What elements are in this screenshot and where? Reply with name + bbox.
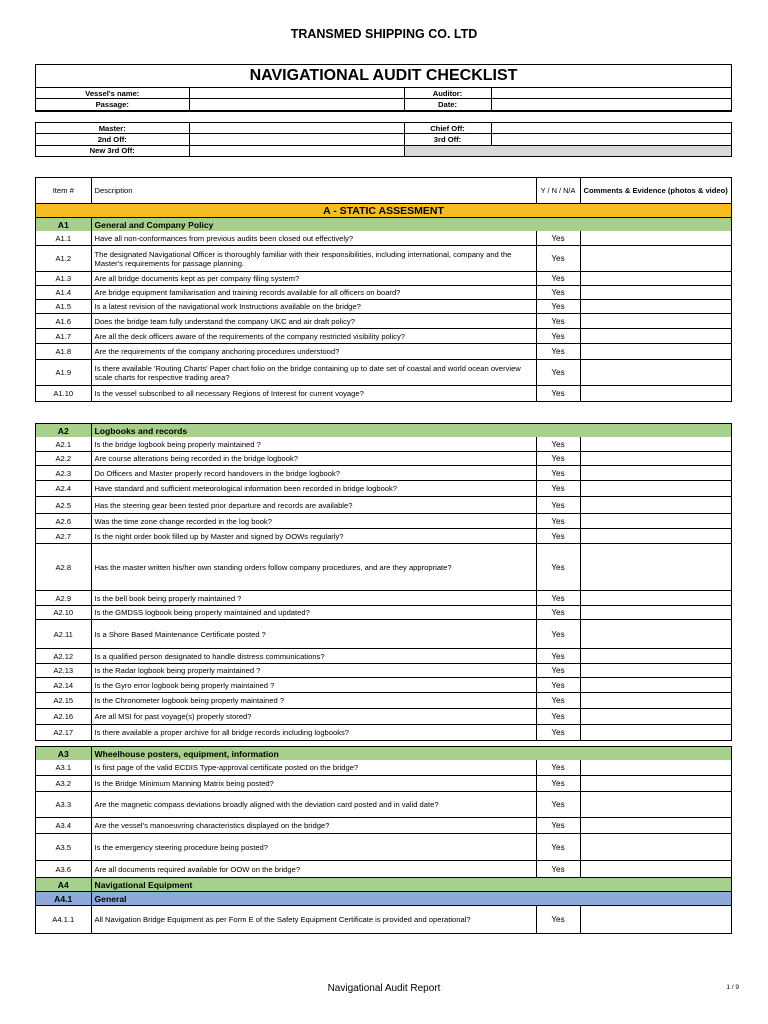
comments-cell[interactable] [580, 664, 731, 678]
section-title: Navigational Equipment [91, 878, 731, 892]
subsection-title: General [91, 892, 731, 906]
comments-cell[interactable] [580, 606, 731, 620]
comments-cell[interactable] [580, 231, 731, 246]
footer-title: Navigational Audit Report [327, 983, 441, 994]
item-number: A2.8 [36, 544, 91, 591]
section-row [36, 218, 731, 232]
table-row [36, 792, 731, 818]
yes-no-value[interactable]: Yes [536, 481, 580, 497]
item-description: Is first page of the valid ECDIS Type-approval certificate posted on the bridge? [91, 760, 536, 776]
item-description: All Navigation Bridge Equipment as per Form E of the Safety Equipment Certificate is provided and operational? [91, 906, 536, 934]
comments-cell[interactable] [580, 818, 731, 834]
comments-cell[interactable] [580, 709, 731, 725]
section-title: Wheelhouse posters, equipment, information [91, 747, 731, 760]
section-id: A3 [36, 747, 91, 760]
comments-cell[interactable] [580, 466, 731, 481]
header-item: Item # [36, 178, 91, 204]
item-description: Is the bridge logbook being properly maintained ? [91, 437, 536, 452]
comments-cell[interactable] [580, 344, 731, 360]
passage-label: Passage: [36, 99, 189, 110]
item-description: Are all the deck officers aware of the requirements of the company restricted visibility policy? [91, 329, 536, 344]
item-description: Is the Radar logbook being properly maintained ? [91, 664, 536, 678]
item-number: A3.4 [36, 818, 91, 834]
table-row [36, 466, 731, 481]
comments-cell[interactable] [580, 591, 731, 606]
yes-no-value[interactable]: Yes [536, 529, 580, 544]
new-third-off-label: New 3rd Off: [36, 145, 189, 156]
blank-cell [404, 145, 731, 156]
yes-no-value[interactable]: Yes [536, 360, 580, 386]
checklist-table-a3 [36, 747, 731, 933]
item-number: A2.2 [36, 452, 91, 466]
table-row [36, 437, 731, 452]
crew-info [35, 122, 732, 157]
item-number: A2.4 [36, 481, 91, 497]
comments-cell[interactable] [580, 329, 731, 344]
auditor-label: Auditor: [404, 88, 491, 99]
table-row [36, 497, 731, 514]
item-description: Has the master written his/her own standing orders follow company procedures, and are they appropriate? [91, 544, 536, 591]
checklist-table-a1 [36, 178, 731, 401]
table-row [36, 386, 731, 402]
item-number: A1.1 [36, 231, 91, 246]
table-row [36, 649, 731, 664]
table-row [36, 664, 731, 678]
table-row [36, 725, 731, 741]
yes-no-value[interactable]: Yes [536, 246, 580, 272]
item-description: Has the steering gear been tested prior departure and records are available? [91, 497, 536, 514]
table-row [36, 300, 731, 314]
item-number: A2.1 [36, 437, 91, 452]
item-description: Are course alterations being recorded in the bridge logbook? [91, 452, 536, 466]
table-header-row [36, 178, 731, 204]
item-number: A2.17 [36, 725, 91, 741]
date-field[interactable] [491, 99, 731, 110]
item-number: A2.3 [36, 466, 91, 481]
yes-no-value[interactable]: Yes [536, 861, 580, 878]
new-third-off-field[interactable] [189, 145, 404, 156]
yes-no-value[interactable]: Yes [536, 497, 580, 514]
header-yn: Y / N / N/A [536, 178, 580, 204]
item-description: Have all non-conformances from previous audits been closed out effectively? [91, 231, 536, 246]
subsection-row [36, 892, 731, 906]
checklist-block-a1 [35, 177, 732, 402]
item-number: A1.7 [36, 329, 91, 344]
comments-cell[interactable] [580, 437, 731, 452]
item-number: A1.6 [36, 314, 91, 329]
item-description: Are all MSI for past voyage(s) properly stored? [91, 709, 536, 725]
table-row [36, 678, 731, 693]
static-assessment-title: A - STATIC ASSESMENT [36, 204, 731, 218]
item-description: Do Officers and Master properly record handovers in the bridge logbook? [91, 466, 536, 481]
item-number: A1.2 [36, 246, 91, 272]
comments-cell[interactable] [580, 246, 731, 272]
checklist-block-a3 [35, 746, 732, 934]
yes-no-value[interactable]: Yes [536, 649, 580, 664]
comments-cell[interactable] [580, 620, 731, 649]
item-number: A1.5 [36, 300, 91, 314]
comments-cell[interactable] [580, 760, 731, 776]
table-row [36, 776, 731, 792]
chief-off-label: Chief Off: [404, 123, 491, 134]
comments-cell[interactable] [580, 300, 731, 314]
comments-cell[interactable] [580, 481, 731, 497]
item-number: A2.12 [36, 649, 91, 664]
master-label: Master: [36, 123, 189, 134]
item-description: Is the GMDSS logbook being properly maintained and updated? [91, 606, 536, 620]
audit-header [35, 64, 732, 112]
table-row [36, 760, 731, 776]
table-row [36, 861, 731, 878]
table-row [36, 709, 731, 725]
table-row [36, 606, 731, 620]
item-description: Are the requirements of the company anchoring procedures understood? [91, 344, 536, 360]
item-number: A2.10 [36, 606, 91, 620]
comments-cell[interactable] [580, 834, 731, 861]
item-description: Is the Chronometer logbook being properly maintained ? [91, 693, 536, 709]
yes-no-value[interactable]: Yes [536, 760, 580, 776]
yes-no-value[interactable]: Yes [536, 834, 580, 861]
item-description: Is the emergency steering procedure being posted? [91, 834, 536, 861]
yes-no-value[interactable]: Yes [536, 286, 580, 300]
item-number: A2.7 [36, 529, 91, 544]
yes-no-value[interactable]: Yes [536, 591, 580, 606]
yes-no-value[interactable]: Yes [536, 314, 580, 329]
checklist-table-a2 [36, 424, 731, 740]
comments-cell[interactable] [580, 906, 731, 934]
checklist-block-a2 [35, 423, 732, 741]
section-id: A2 [36, 424, 91, 437]
table-row [36, 272, 731, 286]
yes-no-value[interactable]: Yes [536, 544, 580, 591]
item-number: A1.4 [36, 286, 91, 300]
item-number: A3.1 [36, 760, 91, 776]
header-comments: Comments & Evidence (photos & video) [580, 178, 731, 204]
item-description: Is a latest revision of the navigational work Instructions available on the bridge? [91, 300, 536, 314]
yes-no-value[interactable]: Yes [536, 725, 580, 741]
comments-cell[interactable] [580, 861, 731, 878]
yes-no-value[interactable]: Yes [536, 466, 580, 481]
table-row [36, 514, 731, 529]
item-number: A2.11 [36, 620, 91, 649]
yes-no-value[interactable]: Yes [536, 272, 580, 286]
table-row [36, 620, 731, 649]
item-number: A1.8 [36, 344, 91, 360]
table-row [36, 231, 731, 246]
yes-no-value[interactable]: Yes [536, 678, 580, 693]
table-row [36, 286, 731, 300]
master-field[interactable] [189, 123, 404, 134]
comments-cell[interactable] [580, 286, 731, 300]
item-description: Are the magnetic compass deviations broadly aligned with the deviation card posted and in valid date? [91, 792, 536, 818]
table-row [36, 906, 731, 934]
auditor-field[interactable] [491, 88, 731, 99]
page-title: NAVIGATIONAL AUDIT CHECKLIST [36, 65, 731, 88]
comments-cell[interactable] [580, 497, 731, 514]
item-description: Is a qualified person designated to handle distress communications? [91, 649, 536, 664]
table-row [36, 246, 731, 272]
item-number: A2.16 [36, 709, 91, 725]
item-number: A2.6 [36, 514, 91, 529]
second-off-label: 2nd Off: [36, 134, 189, 145]
table-row [36, 818, 731, 834]
item-description: Is the night order book filled up by Master and signed by OOWs regularly? [91, 529, 536, 544]
yes-no-value[interactable]: Yes [536, 776, 580, 792]
item-description: Are all bridge documents kept as per company filing system? [91, 272, 536, 286]
table-row [36, 693, 731, 709]
section-title: General and Company Policy [91, 218, 731, 232]
item-number: A2.9 [36, 591, 91, 606]
vessel-name-field[interactable] [189, 88, 404, 99]
item-description: Is the bell book being properly maintained ? [91, 591, 536, 606]
item-number: A1.3 [36, 272, 91, 286]
item-description: Is the Gyro error logbook being properly maintained ? [91, 678, 536, 693]
yes-no-value[interactable]: Yes [536, 606, 580, 620]
comments-cell[interactable] [580, 386, 731, 402]
table-row [36, 544, 731, 591]
vessel-name-label: Vessel's name: [36, 88, 189, 99]
comments-cell[interactable] [580, 544, 731, 591]
item-number: A2.14 [36, 678, 91, 693]
item-description: Is a Shore Based Maintenance Certificate posted ? [91, 620, 536, 649]
page-number: 1 / 9 [726, 984, 739, 991]
yes-no-value[interactable]: Yes [536, 693, 580, 709]
yes-no-value[interactable]: Yes [536, 818, 580, 834]
item-description: Is there available 'Routing Charts' Paper chart folio on the bridge containing up to date set of coastal and world ocean overview scale charts for respective trading area? [91, 360, 536, 386]
yes-no-value[interactable]: Yes [536, 344, 580, 360]
second-off-field[interactable] [189, 134, 404, 145]
third-off-field[interactable] [491, 134, 731, 145]
yes-no-value[interactable]: Yes [536, 437, 580, 452]
comments-cell[interactable] [580, 314, 731, 329]
section-row [36, 747, 731, 760]
yes-no-value[interactable]: Yes [536, 452, 580, 466]
item-number: A2.5 [36, 497, 91, 514]
chief-off-field[interactable] [491, 123, 731, 134]
yes-no-value[interactable]: Yes [536, 664, 580, 678]
item-description: Are all documents required available for OOW on the bridge? [91, 861, 536, 878]
table-row [36, 591, 731, 606]
item-description: Is the vessel subscribed to all necessary Regions of Interest for current voyage? [91, 386, 536, 402]
yes-no-value[interactable]: Yes [536, 906, 580, 934]
section-id: A1 [36, 218, 91, 232]
comments-cell[interactable] [580, 678, 731, 693]
item-number: A3.6 [36, 861, 91, 878]
item-number: A3.2 [36, 776, 91, 792]
yes-no-value[interactable]: Yes [536, 514, 580, 529]
crew-info-table [36, 123, 731, 156]
section-title: Logbooks and records [91, 424, 731, 437]
comments-cell[interactable] [580, 725, 731, 741]
item-description: Have standard and sufficient meteorological information been recorded in bridge logbook? [91, 481, 536, 497]
item-number: A3.3 [36, 792, 91, 818]
item-number: A4.1.1 [36, 906, 91, 934]
table-row [36, 481, 731, 497]
item-number: A1.10 [36, 386, 91, 402]
table-row [36, 344, 731, 360]
yes-no-value[interactable]: Yes [536, 386, 580, 402]
comments-cell[interactable] [580, 529, 731, 544]
yes-no-value[interactable]: Yes [536, 329, 580, 344]
item-description: Was the time zone change recorded in the log book? [91, 514, 536, 529]
comments-cell[interactable] [580, 514, 731, 529]
item-number: A1.9 [36, 360, 91, 386]
item-number: A2.13 [36, 664, 91, 678]
third-off-label: 3rd Off: [404, 134, 491, 145]
item-description: Is the Bridge Minimum Manning Matrix being posted? [91, 776, 536, 792]
item-description: Are bridge equipment familiarisation and training records available for all officers on board? [91, 286, 536, 300]
comments-cell[interactable] [580, 693, 731, 709]
header-description: Description [91, 178, 536, 204]
subsection-id: A4.1 [36, 892, 91, 906]
table-row [36, 360, 731, 386]
yes-no-value[interactable]: Yes [536, 709, 580, 725]
comments-cell[interactable] [580, 792, 731, 818]
item-description: Is there available a proper archive for all bridge records including logbooks? [91, 725, 536, 741]
table-row [36, 452, 731, 466]
comments-cell[interactable] [580, 272, 731, 286]
item-description: Does the bridge team fully understand the company UKC and air draft policy? [91, 314, 536, 329]
yes-no-value[interactable]: Yes [536, 792, 580, 818]
table-row [36, 529, 731, 544]
passage-field[interactable] [189, 99, 404, 110]
item-description: Are the vessel's manoeuvring characteristics displayed on the bridge? [91, 818, 536, 834]
item-number: A2.15 [36, 693, 91, 709]
comments-cell[interactable] [580, 360, 731, 386]
section-id: A4 [36, 878, 91, 892]
table-row [36, 834, 731, 861]
comments-cell[interactable] [580, 649, 731, 664]
table-row [36, 329, 731, 344]
comments-cell[interactable] [580, 452, 731, 466]
section-row [36, 424, 731, 437]
yes-no-value[interactable]: Yes [536, 300, 580, 314]
table-row [36, 314, 731, 329]
date-label: Date: [404, 99, 491, 110]
yes-no-value[interactable]: Yes [536, 231, 580, 246]
company-name: TRANSMED SHIPPING CO. LTD [290, 27, 478, 41]
vessel-info-table [36, 88, 731, 111]
item-number: A3.5 [36, 834, 91, 861]
static-assessment-row [36, 204, 731, 218]
section-row [36, 878, 731, 892]
yes-no-value[interactable]: Yes [536, 620, 580, 649]
item-description: The designated Navigational Officer is thoroughly familiar with their responsibilities, including international, company and the Master's requirements for passage planning. [91, 246, 536, 272]
comments-cell[interactable] [580, 776, 731, 792]
